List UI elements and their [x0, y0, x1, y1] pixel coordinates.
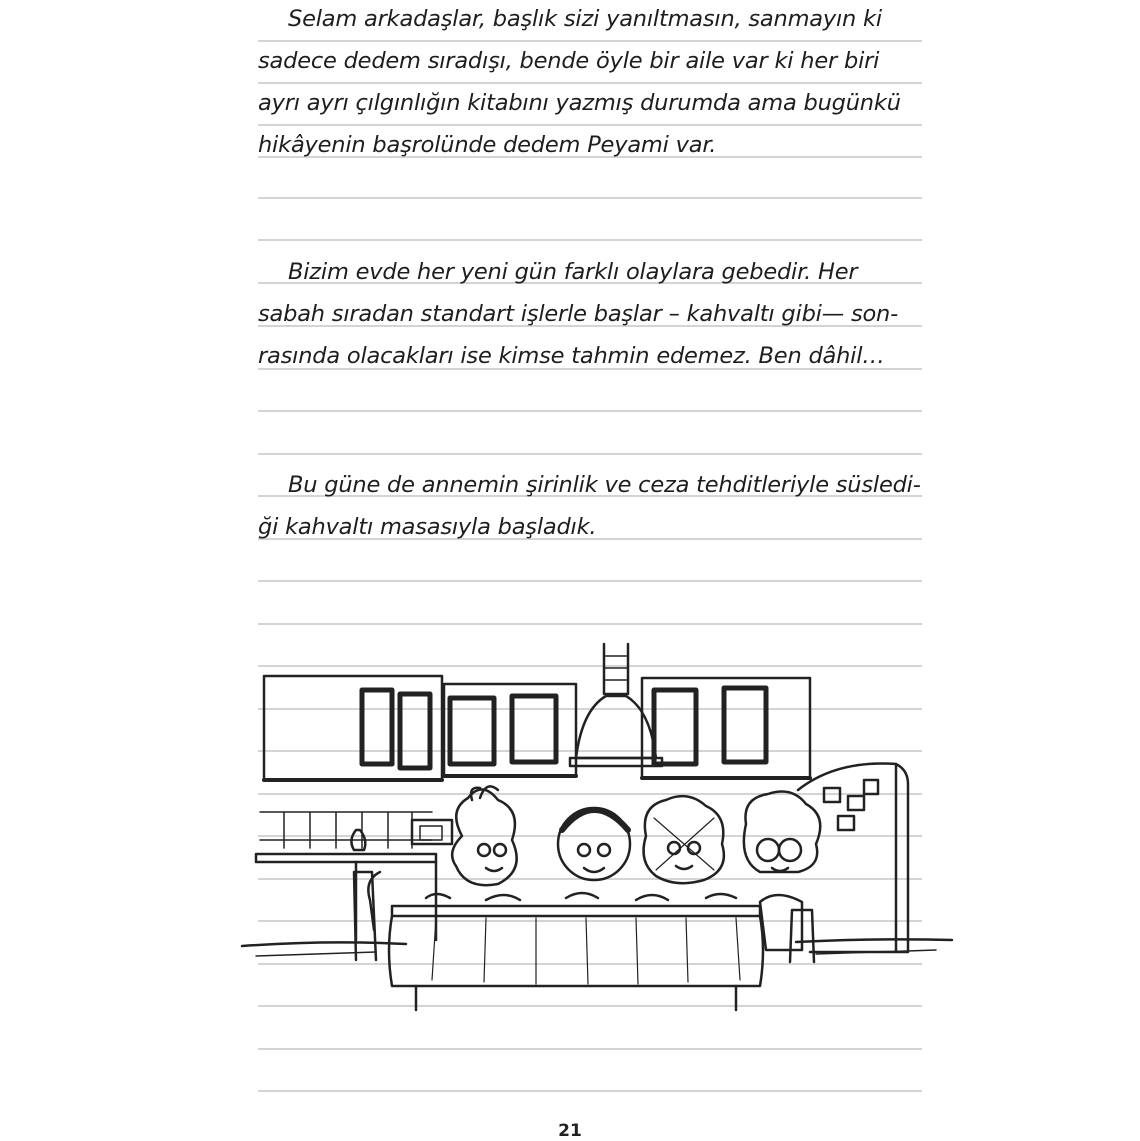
floor-line	[242, 939, 952, 956]
text-line: rasında olacakları ise kimse tahmin edemez. Ben dâhil…	[258, 343, 885, 369]
ruled-line	[258, 623, 922, 625]
backsplash-tiles	[260, 812, 452, 850]
ruled-line	[258, 410, 922, 412]
text-line: ayrı ayrı çılgınlığın kitabını yazmış durumda ama bugünkü	[258, 90, 901, 116]
ruled-line	[258, 580, 922, 582]
page-number: 21	[558, 1121, 582, 1141]
paragraph-2	[258, 251, 922, 377]
text-line: Selam arkadaşlar, başlık sizi yanıltmasın, sanmayın ki	[288, 6, 882, 32]
text-line: hikâyenin başrolünde dedem Peyami var.	[258, 132, 717, 158]
ruled-line	[258, 239, 922, 241]
counter	[256, 854, 436, 940]
paragraph-1	[258, 0, 922, 166]
ruled-line	[258, 1090, 922, 1092]
text-line: Bu güne de annemin şirinlik ve ceza tehditleriyle süsledi-	[288, 472, 921, 498]
range-hood	[570, 644, 662, 766]
ruled-line	[258, 453, 922, 455]
text-line: sadece dedem sıradışı, bende öyle bir aile var ki her biri	[258, 48, 880, 74]
ruled-line	[258, 1048, 922, 1050]
text-line: Bizim evde her yeni gün farklı olaylara gebedir. Her	[288, 259, 858, 285]
text-line: sabah sıradan standart işlerle başlar – kahvaltı gibi— son-	[258, 301, 899, 327]
upper-cabinets	[264, 676, 810, 780]
kitchen-breakfast-illustration	[236, 640, 956, 1020]
text-line: ği kahvaltı masasıyla başladık.	[258, 514, 597, 540]
refrigerator	[798, 764, 908, 952]
dining-table	[389, 893, 763, 1010]
paragraph-3	[258, 464, 922, 548]
ruled-line	[258, 197, 922, 199]
